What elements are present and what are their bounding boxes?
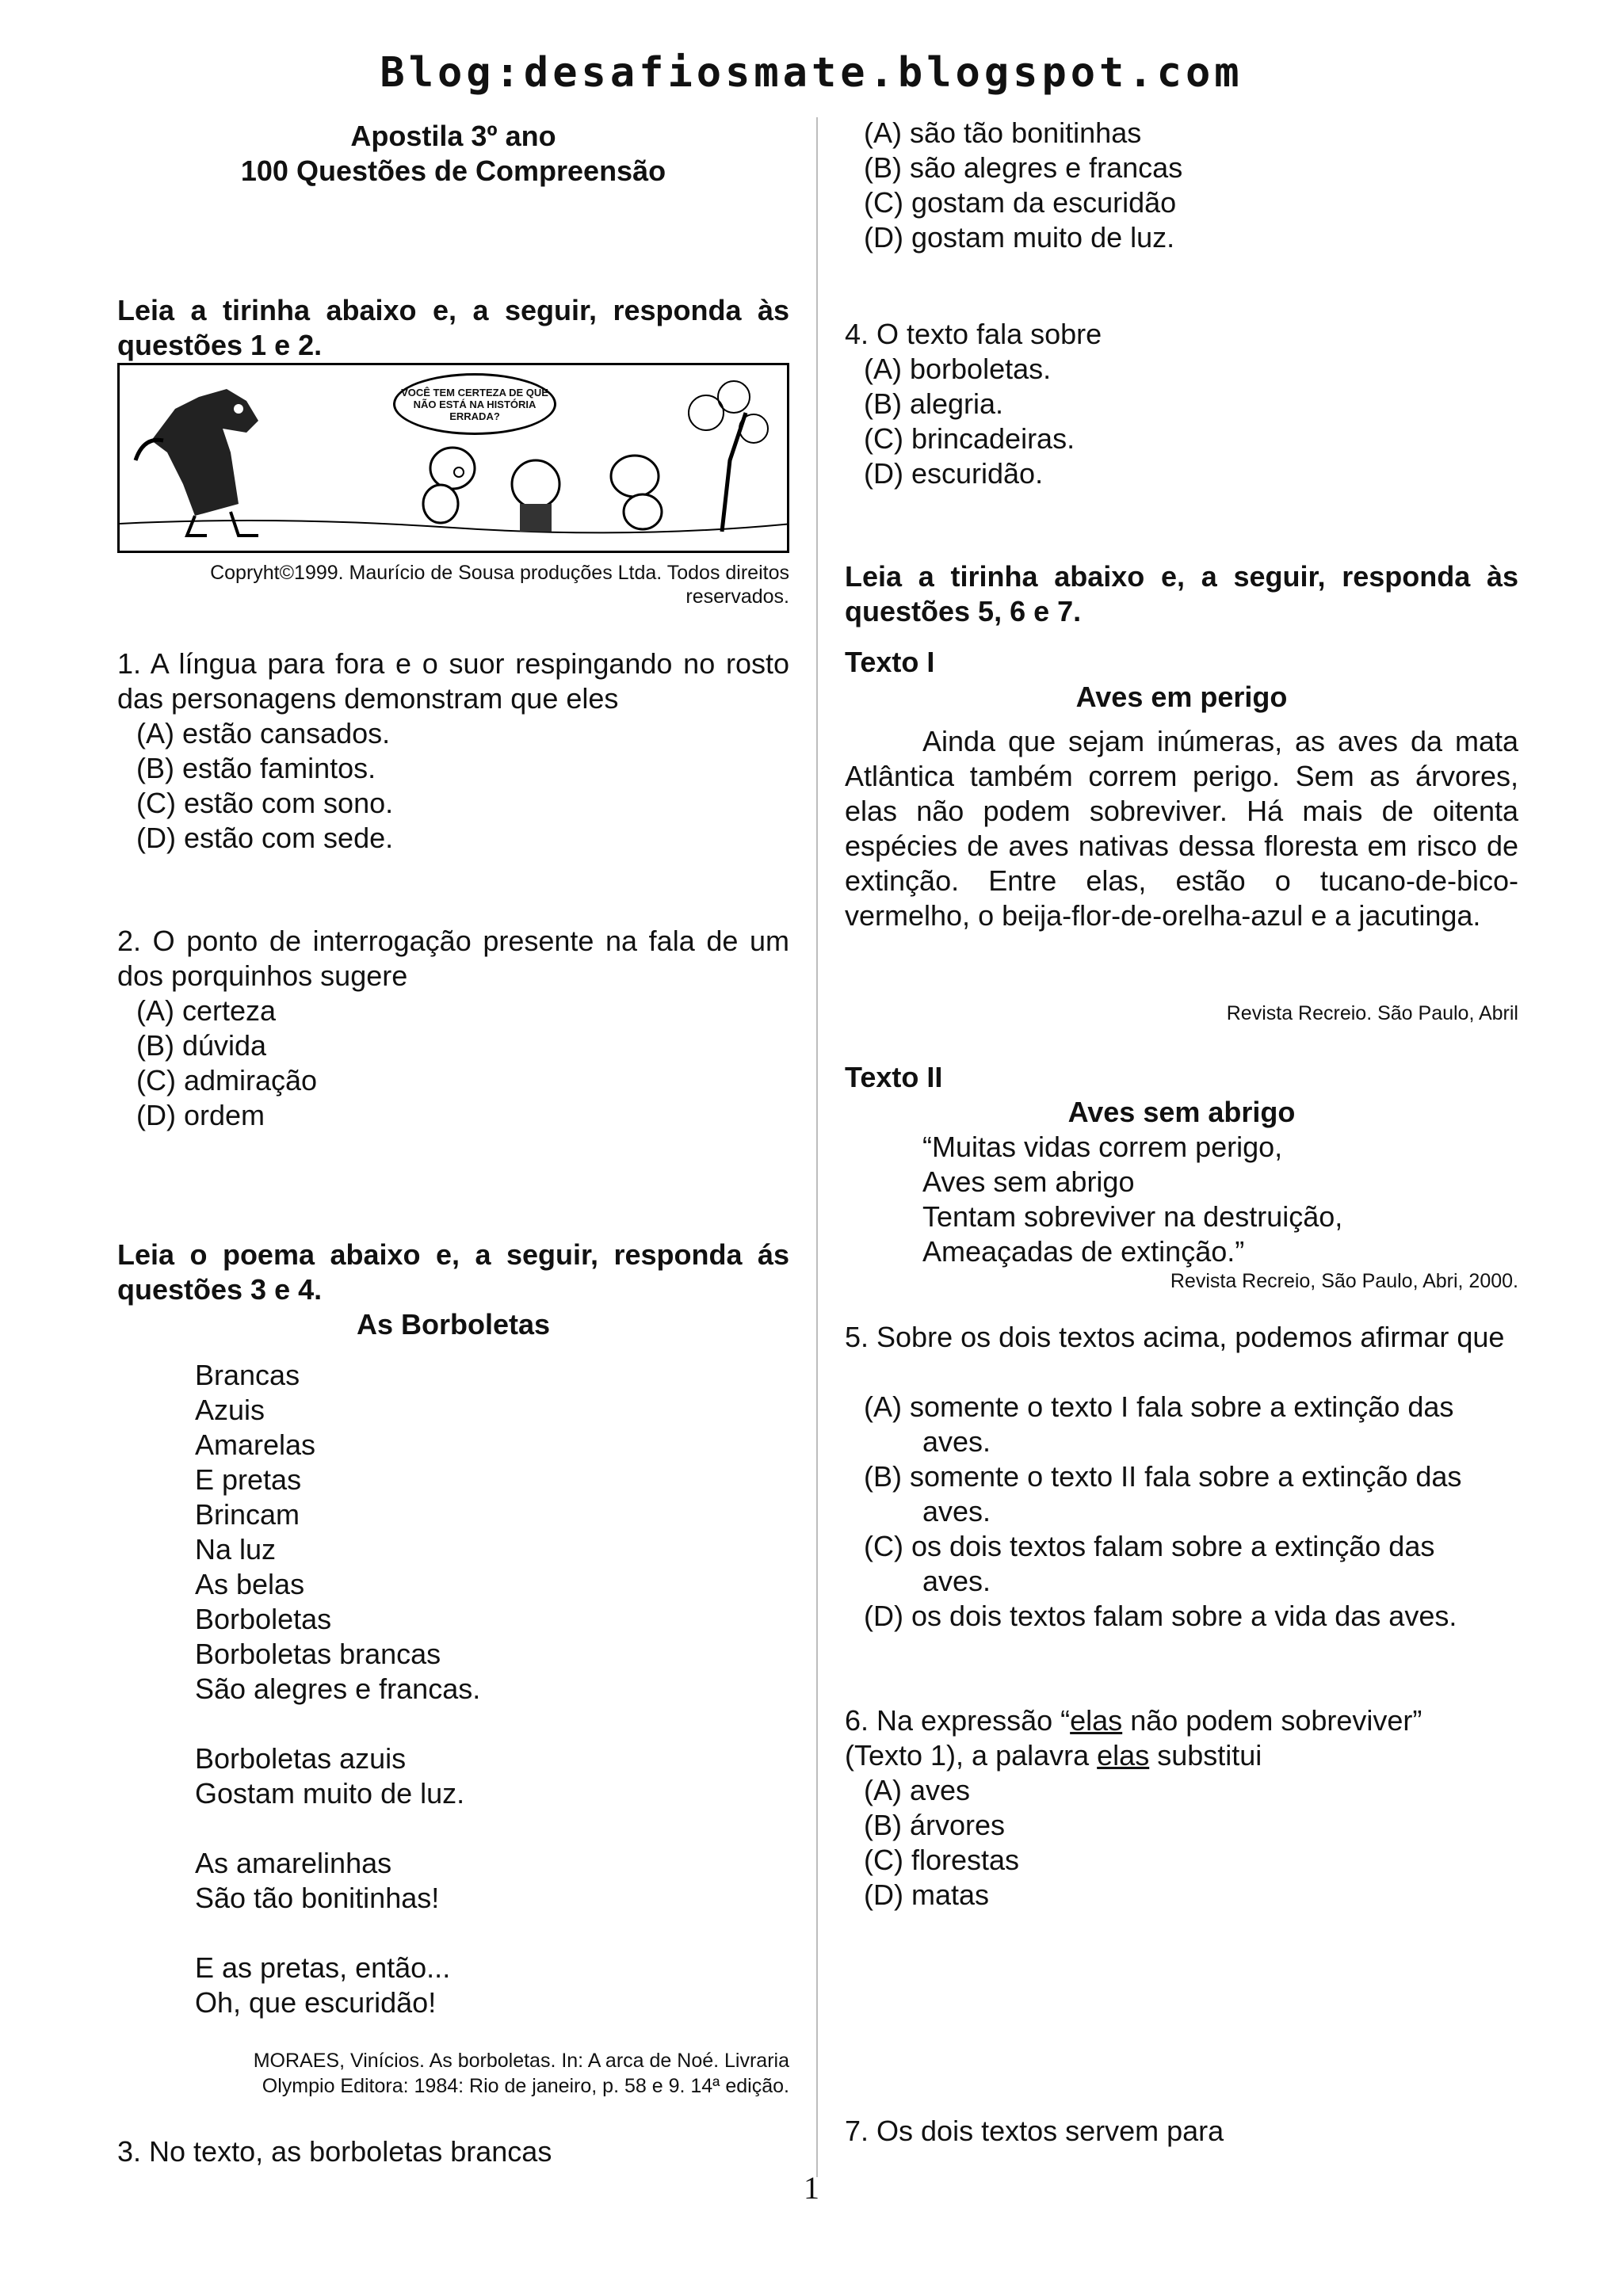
poem-line: Aves sem abrigo: [922, 1165, 1135, 1198]
texto-2-title: Aves sem abrigo: [1067, 1096, 1296, 1128]
comic-copyright-line1: Copryht©1999. Maurício de Sousa produções Ltda. Todos direitos: [210, 562, 789, 584]
texto-1-source: Revista Recreio. São Paulo, Abril: [1226, 1002, 1518, 1024]
poem-line: Borboletas brancas: [195, 1638, 441, 1670]
poem-line: Oh, que escuridão!: [195, 1986, 437, 2019]
answer-option: (A) borboletas.: [864, 353, 1052, 385]
texto-1-body: Ainda que sejam inúmeras, as aves da mata Atlântica também correm perigo. Sem as árvores, elas não podem sobreviver. Há mais de oitenta espécies de aves nativas dessa floresta em risco de extinção. Entre elas, estão o tucano-de-bico-vermelho, o beija-flor-de-orelha-azul e a jacutinga.: [845, 725, 1518, 932]
answer-option: (A) somente o texto I fala sobre a extinção das: [864, 1390, 1454, 1423]
poem-source-line1: MORAES, Vinícios. As borboletas. In: A arca de Noé. Livraria: [253, 2050, 789, 2072]
comic-strip: [117, 363, 789, 553]
page-number: 1: [804, 2170, 819, 2206]
question-4: 4. O texto fala sobre: [845, 318, 1102, 350]
answer-option: (A) certeza: [136, 994, 277, 1027]
answer-option: (A) aves: [864, 1774, 971, 1806]
answer-option: (D) escuridão.: [864, 457, 1044, 490]
poem-line: “Muitas vidas correm perigo,: [922, 1131, 1283, 1163]
answer-option: aves.: [922, 1495, 991, 1527]
answer-option: aves.: [922, 1565, 991, 1597]
q6-pre: 6. Na expressão “: [845, 1704, 1071, 1737]
q6-line2-pre: (Texto 1), a palavra: [845, 1739, 1098, 1772]
texto-1-title: Aves em perigo: [1075, 681, 1288, 713]
poem-line: As belas: [195, 1568, 305, 1600]
poem-line: São alegres e francas.: [195, 1672, 481, 1705]
poem-line: Ameaçadas de extinção.”: [922, 1235, 1245, 1268]
poem-line: Azuis: [195, 1394, 265, 1426]
poem-line: Borboletas azuis: [195, 1742, 407, 1775]
answer-option: (B) alegria.: [864, 387, 1004, 420]
pig-figure-1: [423, 448, 475, 523]
poem-title: As Borboletas: [356, 1308, 551, 1341]
blog-header: Blog:desafiosmate.blogspot.com: [380, 49, 1243, 97]
answer-option: (B) árvores: [864, 1809, 1006, 1841]
answer-option: (B) são alegres e francas: [864, 151, 1183, 184]
tree-figure: [689, 381, 768, 532]
poem-line: Tentam sobreviver na destruição,: [922, 1200, 1343, 1233]
column-divider: [816, 117, 818, 2177]
texto-2-label: Texto II: [845, 1061, 943, 1093]
answer-option: (B) somente o texto II fala sobre a extinção das: [864, 1460, 1462, 1493]
question-1: 1. A língua para fora e o suor respingando no rosto das personagens demonstram que eles: [117, 647, 789, 715]
poem-line: Borboletas: [195, 1603, 332, 1635]
title-apostila: Apostila 3º ano: [350, 120, 556, 152]
answer-option: (D) os dois textos falam sobre a vida das aves.: [864, 1600, 1457, 1632]
answer-option: aves.: [922, 1425, 991, 1458]
poem-line: Gostam muito de luz.: [195, 1777, 465, 1810]
pig-figure-2: [611, 456, 662, 529]
poem-line: As amarelinhas: [195, 1847, 392, 1879]
poem-line: E pretas: [195, 1463, 302, 1496]
answer-option: (B) estão famintos.: [136, 752, 376, 784]
texto-1-label: Texto I: [845, 646, 935, 678]
answer-option: (C) gostam da escuridão: [864, 186, 1177, 219]
question-2: 2. O ponto de interrogação presente na fala de um dos porquinhos sugere: [117, 925, 789, 992]
intro-questions-3-4: Leia o poema abaixo e, a seguir, responda ás questões 3 e 4.: [117, 1238, 789, 1306]
question-5: 5. Sobre os dois textos acima, podemos afirmar que: [845, 1321, 1505, 1353]
poem-line: Brincam: [195, 1498, 300, 1531]
poem-line: Amarelas: [195, 1428, 316, 1461]
answer-option: (C) florestas: [864, 1844, 1020, 1876]
intro-questions-1-2: Leia a tirinha abaixo e, a seguir, responda às questões 1 e 2.: [117, 294, 789, 361]
answer-option: (A) estão cansados.: [136, 717, 391, 749]
poem-line: Na luz: [195, 1533, 277, 1566]
answer-option: (B) dúvida: [136, 1029, 267, 1062]
q6-underlined-word: elas: [1070, 1704, 1123, 1737]
answer-option: (A) são tão bonitinhas: [864, 116, 1142, 149]
speech-bubble: VOCÊ TEM CERTEZA DE QUE NÃO ESTÁ NA HISTÓRIA ERRADA?: [393, 373, 556, 435]
answer-option: (D) gostam muito de luz.: [864, 221, 1175, 254]
question-6-line1: [845, 1703, 1422, 1738]
answer-option: (C) estão com sono.: [136, 787, 394, 819]
poem-source-line2: Olympio Editora: 1984: Rio de janeiro, p. 58 e 9. 14ª edição.: [262, 2075, 789, 2097]
q6-line2-underlined-word: elas: [1097, 1739, 1150, 1772]
poem-line: São tão bonitinhas!: [195, 1882, 440, 1914]
answer-option: (C) admiração: [136, 1064, 318, 1097]
intro-questions-5-6-7: Leia a tirinha abaixo e, a seguir, responda às questões 5, 6 e 7.: [845, 560, 1518, 627]
boy-figure: [512, 460, 559, 532]
answer-option: (D) ordem: [136, 1099, 265, 1131]
question-6-line2: [845, 1738, 1262, 1773]
poem-line: Brancas: [195, 1359, 300, 1391]
title-questoes: 100 Questões de Compreensão: [240, 154, 666, 187]
texto-2-source: Revista Recreio, São Paulo, Abri, 2000.: [1170, 1270, 1518, 1292]
wolf-figure: [136, 389, 258, 536]
question-7: 7. Os dois textos servem para: [845, 2115, 1224, 2147]
question-3: 3. No texto, as borboletas brancas: [117, 2135, 552, 2168]
q6-line2-post: substitui: [1149, 1739, 1262, 1772]
poem-line: E as pretas, então...: [195, 1951, 451, 1984]
answer-option: (D) matas: [864, 1878, 990, 1911]
answer-option: (D) estão com sede.: [136, 822, 394, 854]
answer-option: (C) os dois textos falam sobre a extinção das: [864, 1530, 1435, 1562]
answer-option: (C) brincadeiras.: [864, 422, 1075, 455]
comic-copyright-line2: reservados.: [685, 585, 789, 608]
q6-post: não podem sobreviver”: [1122, 1704, 1423, 1737]
